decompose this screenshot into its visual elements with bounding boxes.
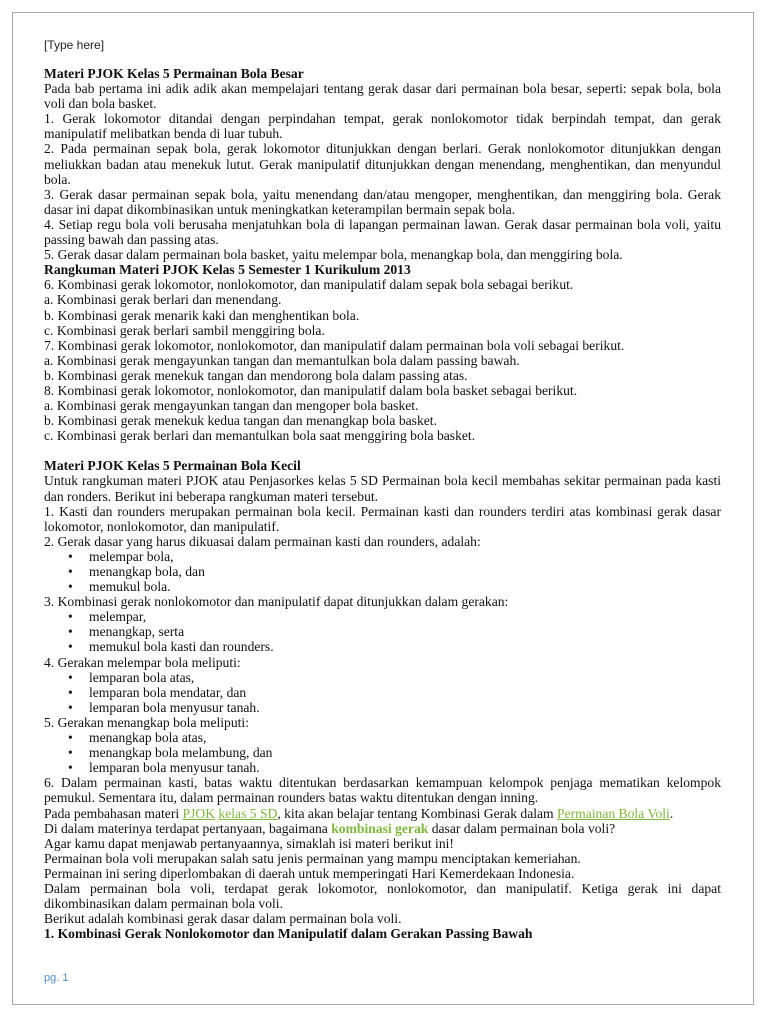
link-kelas-5-sd[interactable]: kelas 5 SD [218, 805, 278, 821]
question-line [44, 821, 721, 836]
section2-item: 7. Kombinasi gerak lokomotor, nonlokomotor, dan manipulatif dalam permainan bola voli sebagai berikut. [44, 337, 625, 353]
text-run: , kita akan belajar tentang Kombinasi Gerak dalam [277, 805, 558, 821]
section1-item: 1. Gerak lokomotor ditandai dengan perpindahan tempat, gerak nonlokomotor tidak berpindah tempat, dan gerak manipulatif melibatkan benda di luar tubuh. [44, 111, 721, 142]
link-pjok[interactable]: PJOK [182, 805, 216, 821]
page-number: pg. 1 [44, 972, 69, 984]
bullet-list [44, 670, 721, 715]
section1-intro: Pada bab pertama ini adik adik akan mempelajari tentang gerak dasar dari permainan bola besar, seperti: sepak bola, bola voli dan bola basket. [44, 81, 721, 112]
intro-with-links [44, 806, 721, 821]
bullet-item: • lemparan bola menyusur tanah. [44, 760, 721, 775]
section3-item: 3. Kombinasi gerak nonlokomotor dan manipulatif dapat ditunjukkan dalam gerakan: [44, 594, 509, 610]
text-run: Di dalam materinya terdapat pertanyaan, bagaimana [44, 820, 332, 836]
text-run: . [669, 805, 674, 821]
section2-item: a. Kombinasi gerak berlari dan menendang. [44, 292, 282, 308]
subheading-passing-bawah: 1. Kombinasi Gerak Nonlokomotor dan Manipulatif dalam Gerakan Passing Bawah [44, 926, 533, 942]
body-line: Permainan bola voli merupakan salah satu jenis permainan yang mampu menciptakan kemeriahan. [44, 850, 581, 866]
bullet-item: • melempar bola, [44, 549, 721, 564]
bullet-item: • melempar, [44, 609, 721, 624]
body-line: Agar kamu dapat menjawab pertanyaannya, simaklah isi materi berikut ini! [44, 835, 454, 851]
section3-item: 1. Kasti dan rounders merupakan permainan bola kecil. Permainan kasti dan rounders terdiri atas kombinasi gerak dasar lokomotor, nonlokomotor, dan manipulatif. [44, 503, 721, 534]
section3-intro: Untuk rangkuman materi PJOK atau Penjasorkes kelas 5 SD Permainan bola kecil membahas sekitar permainan pada kasti dan ronders. Berikut ini beberapa rangkuman materi tersebut. [44, 473, 721, 504]
section2-item: 6. Kombinasi gerak lokomotor, nonlokomotor, dan manipulatif dalam sepak bola sebagai berikut. [44, 277, 574, 293]
body-line: Permainan ini sering diperlombakan di daerah untuk memperingati Hari Kemerdekaan Indonesia. [44, 865, 575, 881]
bullet-item: • lemparan bola menyusur tanah. [44, 700, 721, 715]
document-body [44, 66, 721, 941]
section3-item: 5. Gerakan menangkap bola meliputi: [44, 714, 249, 730]
bullet-item: • memukul bola kasti dan rounders. [44, 639, 721, 654]
bullet-item: • menangkap bola, dan [44, 564, 721, 579]
section2-title: Rangkuman Materi PJOK Kelas 5 Semester 1 Kurikulum 2013 [44, 262, 411, 278]
link-permainan-bola-voli[interactable]: Permainan Bola Voli [557, 805, 670, 821]
bullet-item: • lemparan bola atas, [44, 670, 721, 685]
section1-item: 5. Gerak dasar dalam permainan bola basket, yaitu melempar bola, menangkap bola, dan menggiring bola. [44, 247, 623, 263]
body-line: Dalam permainan bola voli, terdapat gerak lokomotor, nonlokomotor, dan manipulatif. Ketiga gerak ini dapat dikombinasikan dalam permainan bola voli. [44, 880, 721, 912]
bullet-list [44, 609, 721, 654]
section1-title: Materi PJOK Kelas 5 Permainan Bola Besar [44, 66, 304, 81]
header-placeholder[interactable]: [Type here] [44, 38, 105, 52]
section2-item: a. Kombinasi gerak mengayunkan tangan dan memantulkan bola dalam passing bawah. [44, 352, 520, 368]
section3-item: 4. Gerakan melempar bola meliputi: [44, 654, 241, 670]
section1-item: 3. Gerak dasar permainan sepak bola, yaitu menendang dan/atau mengoper, menghentikan, dan menggiring bola. Gerak dasar ini dapat dikombinasikan untuk meningkatkan keterampilan bermain sepak bola. [44, 186, 721, 217]
section1-item: 4. Setiap regu bola voli berusaha menjatuhkan bola di lapangan permainan lawan. Gerak dasar permainan bola voli, yaitu passing bawah dan passing atas. [44, 216, 721, 248]
section2-item: a. Kombinasi gerak mengayunkan tangan dan mengoper bola basket. [44, 398, 419, 414]
paragraph-gap [44, 443, 721, 458]
bullet-item: • menangkap bola melambung, dan [44, 745, 721, 760]
bullet-item: • memukul bola. [44, 579, 721, 594]
bullet-item: • lemparan bola mendatar, dan [44, 685, 721, 700]
bullet-list [44, 730, 721, 775]
section2-item: b. Kombinasi gerak menekuk kedua tangan dan menangkap bola basket. [44, 413, 437, 429]
keyword-kombinasi-gerak: kombinasi gerak [331, 820, 429, 836]
section3-item: 6. Dalam permainan kasti, batas waktu ditentukan berdasarkan kemampuan kelompok penjaga mematikan kelompok pemukul. Sementara itu, dalam permainan rounders batas waktu ditentukan dengan inning. [44, 775, 721, 806]
bullet-item: • menangkap, serta [44, 624, 721, 639]
bullet-list [44, 549, 721, 594]
text-run: Pada pembahasan materi [44, 805, 183, 821]
section2-item: c. Kombinasi gerak berlari sambil menggiring bola. [44, 322, 325, 338]
section2-item: c. Kombinasi gerak berlari dan memantulkan bola saat menggiring bola basket. [44, 428, 476, 444]
section3-item: 2. Gerak dasar yang harus dikuasai dalam permainan kasti dan rounders, adalah: [44, 533, 481, 549]
section1-item: 2. Pada permainan sepak bola, gerak lokomotor ditunjukkan dengan berlari. Gerak nonlokomotor ditunjukkan dengan meliukkan badan atau menekuk lutut. Gerak manipulatif ditunjukkan dengan menendang, menghentikan, dan menyundul bola. [44, 141, 721, 187]
section2-item: b. Kombinasi gerak menarik kaki dan menghentikan bola. [44, 307, 360, 323]
text-run: dasar dalam permainan bola voli? [428, 820, 616, 836]
section3-title: Materi PJOK Kelas 5 Permainan Bola Kecil [44, 458, 301, 474]
section2-item: b. Kombinasi gerak menekuk tangan dan mendorong bola dalam passing atas. [44, 367, 468, 383]
body-line: Berikut adalah kombinasi gerak dasar dalam permainan bola voli. [44, 911, 402, 927]
section2-item: 8. Kombinasi gerak lokomotor, nonlokomotor, dan manipulatif dalam bola basket sebagai berikut. [44, 382, 578, 398]
bullet-item: • menangkap bola atas, [44, 730, 721, 745]
